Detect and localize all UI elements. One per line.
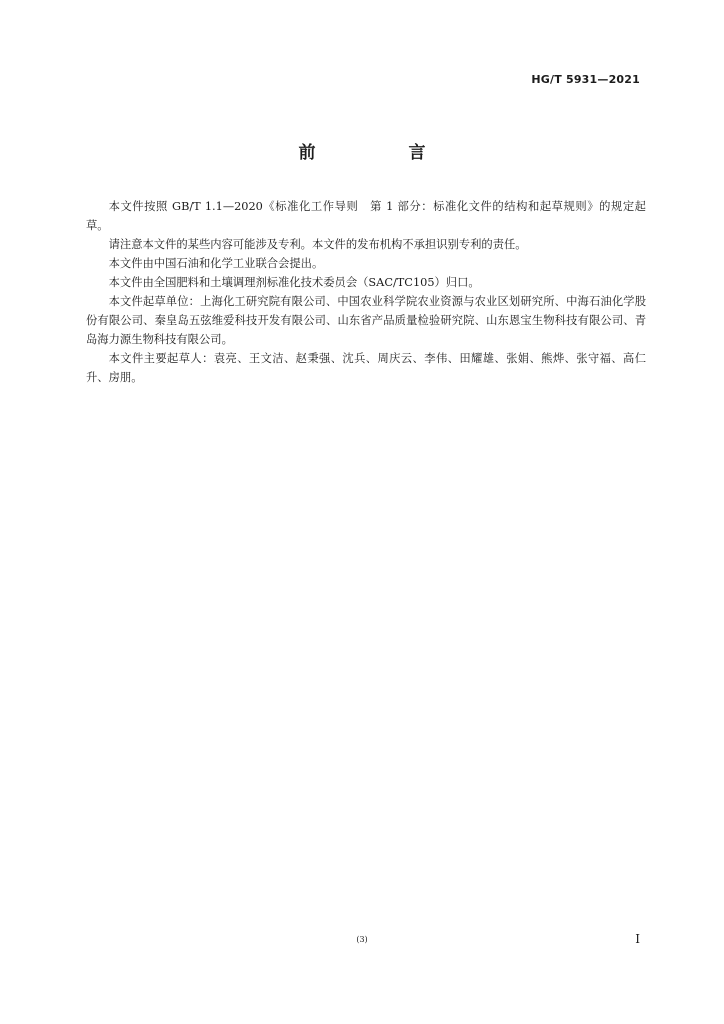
footer-code: (3) (356, 935, 368, 944)
foreword-body (86, 197, 646, 387)
paragraph-drafters: 本文件主要起草人：袁亮、王文洁、赵秉强、沈兵、周庆云、李伟、田耀雄、张娟、熊烨、张守福、高仁升、房朋。 (86, 352, 646, 384)
paragraph-committee: 本文件由全国肥料和土壤调理剂标准化技术委员会（SAC/TC105）归口。 (108, 276, 480, 289)
paragraph-drafting-units: 本文件起草单位：上海化工研究院有限公司、中国农业科学院农业资源与农业区划研究所、中海石油化学股份有限公司、秦皇岛五弦维爱科技开发有限公司、山东省产品质量检验研究院、山东恩宝生物科技有限公司、青岛海力源生物科技有限公司。 (86, 295, 646, 346)
standard-number: HG/T 5931—2021 (531, 73, 640, 86)
paragraph-patent-notice: 请注意本文件的某些内容可能涉及专利。本文件的发布机构不承担识别专利的责任。 (108, 238, 527, 251)
page-number: I (635, 932, 640, 946)
paragraph-drafting-rules: 本文件按照 GB/T 1.1—2020《标准化工作导则 第 1 部分：标准化文件的结构和起草规则》的规定起草。 (86, 200, 646, 232)
page-title: 前 言 (298, 143, 464, 163)
paragraph-proposer: 本文件由中国石油和化学工业联合会提出。 (108, 257, 324, 270)
